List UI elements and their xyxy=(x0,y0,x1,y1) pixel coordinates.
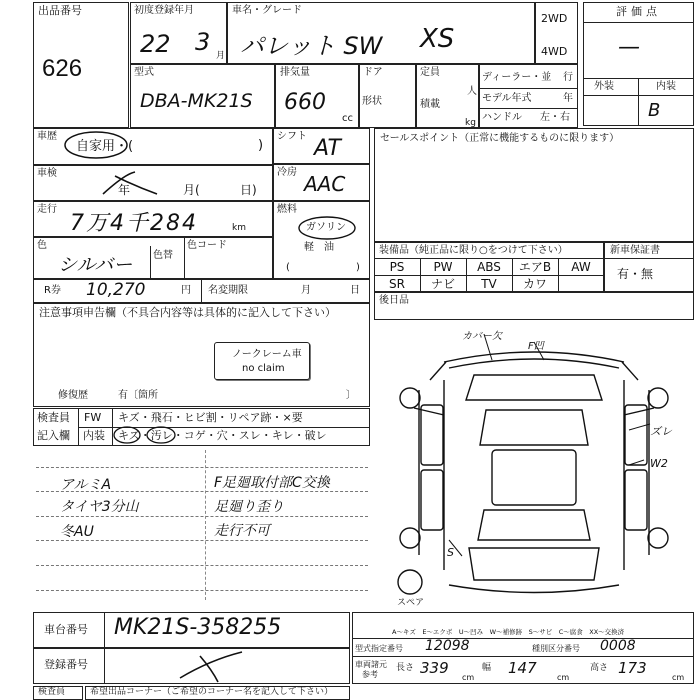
dealer-label: ディーラー・並 xyxy=(482,72,552,83)
equipment-item: TV xyxy=(481,277,497,291)
equipment-item: ABS xyxy=(477,260,501,274)
car-name-value: パレット SW xyxy=(240,32,383,60)
inspection-label: 車検 xyxy=(37,168,57,179)
recycle-label: R券 xyxy=(44,285,61,296)
recolor-label: 色替 xyxy=(153,250,173,261)
chassis-label: 車台番号 xyxy=(44,623,88,636)
registration-label: 登録番号 xyxy=(44,658,88,671)
width-label: 幅 xyxy=(482,663,492,673)
load-label: 積載 xyxy=(420,99,440,110)
fuel-diesel: 軽 油 xyxy=(304,242,334,253)
height-value: 173 xyxy=(618,659,647,677)
drive-2wd: 2WD xyxy=(541,12,568,25)
rating-label: 評価点 xyxy=(616,5,661,18)
equipment-item: エアB xyxy=(518,260,552,274)
model-label: 型式 xyxy=(134,67,154,78)
history-label: 車歴 xyxy=(37,131,57,142)
equipment-item: ナビ xyxy=(430,277,455,291)
warranty-label: 新車保証書 xyxy=(610,245,660,256)
ac-value: AAC xyxy=(304,172,346,196)
equipment-item: SR xyxy=(389,277,405,291)
mileage-unit: km xyxy=(232,223,246,233)
inspection-month-unit: 月( xyxy=(183,183,200,197)
note-right-1: F足廻取付部C交換 xyxy=(214,475,330,491)
name-change-day: 日 xyxy=(350,285,360,296)
history-close: ) xyxy=(258,138,264,153)
drive-4wd: 4WD xyxy=(541,45,568,58)
mileage-label: 走行 xyxy=(37,204,57,215)
color-label: 色 xyxy=(37,240,47,251)
inspection-day-unit: 日) xyxy=(240,183,257,197)
first-reg-month-unit: 月 xyxy=(216,51,226,61)
model-year-unit: 年 xyxy=(563,93,573,104)
history-value: 自家用・( xyxy=(76,139,134,154)
diagram-mark-shift: ズレ xyxy=(650,425,672,438)
interior-circle-marks xyxy=(113,425,183,445)
equipment-label: 装備品（純正品に限り○をつけて下さい） xyxy=(379,245,568,256)
equipment-item: AW xyxy=(571,260,591,274)
notes-label: 注意事項申告欄（不具合内容等は具体的に記入して下さい） xyxy=(39,306,336,319)
color-code-label: 色コード xyxy=(187,240,227,251)
note-right-2: 足廻り歪り xyxy=(214,499,284,515)
name-change-month: 月 xyxy=(301,285,311,296)
after-parts-label: 後日品 xyxy=(379,295,409,306)
ac-label: 冷房 xyxy=(277,167,297,178)
footer-corner: 希望出品コーナー（ご希望のコーナー名を記入して下さい） xyxy=(90,687,334,697)
equipment-item: PW xyxy=(433,260,453,274)
fuel-label: 燃料 xyxy=(277,204,297,215)
equipment-divider xyxy=(420,258,421,292)
inspection-year-unit: 年 xyxy=(118,183,131,197)
after-parts-box xyxy=(374,292,694,320)
equipment-divider xyxy=(558,258,559,292)
model-code-label: 型式指定番号 xyxy=(355,644,403,653)
model-year-label: モデル年式 xyxy=(482,93,532,104)
repair-label: 修復歴 xyxy=(58,390,88,401)
diagram-mark-front: F凹 xyxy=(528,341,544,352)
no-claim-sub: no claim xyxy=(242,363,285,374)
inspector-label-2: 記入欄 xyxy=(37,429,70,442)
note-left-1: アルミA xyxy=(60,477,112,493)
car-damage-diagram xyxy=(374,320,694,610)
warranty-value: 有・無 xyxy=(617,267,654,281)
door-label: ドア xyxy=(363,67,383,78)
height-unit: cm xyxy=(672,673,685,682)
shift-value: AT xyxy=(314,136,341,161)
inspection-strike xyxy=(95,168,165,200)
footer-inspector: 検査員 xyxy=(38,687,66,697)
diagram-mark-cover: カバー欠 xyxy=(462,331,502,342)
diagram-mark-s: S xyxy=(447,546,454,559)
fuel-paren-right: ) xyxy=(356,262,360,273)
displacement-label: 排気量 xyxy=(280,67,310,78)
length-value: 339 xyxy=(420,659,449,677)
fuel-circle-mark xyxy=(296,214,358,242)
first-reg-year: 22 xyxy=(140,30,171,58)
rating-value: — xyxy=(618,35,640,60)
no-claim-stamp xyxy=(214,342,310,380)
width-value: 147 xyxy=(508,659,537,677)
displacement-unit: cc xyxy=(342,113,353,124)
lot-label: 出品番号 xyxy=(38,4,82,17)
first-reg-month: 3 xyxy=(195,28,211,56)
mileage-value: 7万4千284 xyxy=(70,211,198,236)
fuel-gas: ガソリン xyxy=(306,222,346,233)
equipment-item: カワ xyxy=(522,277,547,291)
lot-number: 626 xyxy=(42,55,83,82)
history-circle-mark xyxy=(62,128,132,162)
dimensions-ref: 参考 xyxy=(362,670,378,679)
dealer-row: 行 xyxy=(563,72,573,83)
inspector-fw-text: キズ・飛石・ヒビ割・リペア跡・×要 xyxy=(118,411,303,424)
repair-value: 有〔箇所 xyxy=(118,390,158,401)
note-left-2: タイヤ3分山 xyxy=(60,499,139,515)
load-unit: kg xyxy=(465,118,476,128)
sales-points-label: セールスポイント（正常に機能するものに限ります） xyxy=(380,133,620,144)
handle-label: ハンドル xyxy=(482,112,522,123)
dimensions-label: 車両諸元 xyxy=(355,660,387,669)
rating-ext-label: 外装 xyxy=(594,81,614,92)
note-left-3: 冬AU xyxy=(60,524,94,540)
repair-close: 〕 xyxy=(346,390,356,401)
model-code-value: 12098 xyxy=(425,638,470,654)
diagram-mark-w2: W2 xyxy=(650,457,668,470)
no-claim-title: ノークレーム車 xyxy=(232,349,302,360)
capacity-unit: 人 xyxy=(467,86,477,97)
first-reg-label: 初度登録年月 xyxy=(134,5,194,16)
door-shape-label: 形状 xyxy=(362,96,382,107)
legend-text: A～キズ E～エクボ U～凹み W～補修跡 S～サビ C～腐食 XX～交換済 xyxy=(392,628,625,636)
height-label: 高さ xyxy=(590,663,609,673)
inspector-fw: FW xyxy=(84,411,102,424)
equipment-divider xyxy=(512,258,513,292)
recycle-value: 10,270 xyxy=(86,280,146,300)
recycle-yen: 円 xyxy=(181,285,191,296)
inspector-label-1: 検査員 xyxy=(37,411,70,424)
car-name-label: 車名・グレード xyxy=(232,5,302,16)
category-value: 0008 xyxy=(600,638,636,654)
rating-int-label: 内装 xyxy=(656,81,676,92)
shift-label: シフト xyxy=(277,131,307,142)
inspector-interior: 内装 xyxy=(83,429,105,442)
length-label: 長さ xyxy=(396,663,415,673)
length-unit: cm xyxy=(462,673,475,682)
spare-label: スペア xyxy=(397,598,425,608)
width-unit: cm xyxy=(557,673,570,682)
sales-points-box xyxy=(374,128,694,242)
fuel-paren-left: ( xyxy=(286,262,290,273)
registration-strike xyxy=(170,648,250,684)
equipment-item: PS xyxy=(389,260,405,274)
car-grade: XS xyxy=(420,24,455,54)
name-change-label: 名変期限 xyxy=(208,285,248,296)
handle-value: 左・右 xyxy=(540,112,570,123)
chassis-value: MK21S-358255 xyxy=(114,615,282,640)
equipment-divider xyxy=(466,258,467,292)
note-right-3: 走行不可 xyxy=(214,523,270,539)
rating-int-value: B xyxy=(648,100,661,121)
model-value: DBA-MK21S xyxy=(140,90,253,112)
capacity-label: 定員 xyxy=(420,67,440,78)
category-label: 種別区分番号 xyxy=(532,644,580,653)
displacement-value: 660 xyxy=(284,90,326,115)
color-value: シルバー xyxy=(58,254,133,276)
inspector-interior-text: キズ・汚レ・コゲ・穴・スレ・キレ・破レ xyxy=(118,429,327,442)
